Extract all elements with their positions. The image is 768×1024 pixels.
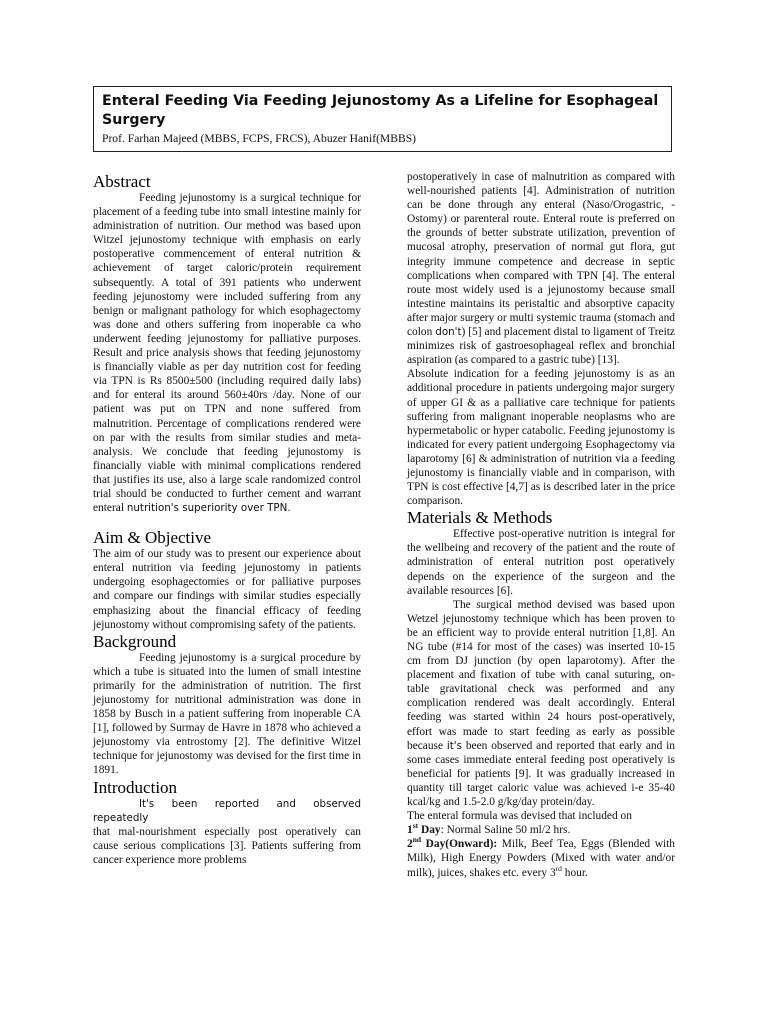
right-paragraph-1: postoperatively in case of malnutrition as compared with well-nourished patients [4]. Administration of nutrition can be done through any enteral (Naso/Orogastric, -Ostomy) or parenteral route. Enteral route is preferred on the grounds of better substrate utilization, prevention of mucosal atrophy, preservation of normal gut flora, gut integrity immune competence and decrease in septic complications when compared with TPN [4]. The enteral route most widely used is a jejunostomy because small intestine maintains its peristaltic and absorptive capacity after major surgery or multi systemic trauma (stomach and colon don't) [5] and placement distal to ligament of Treitz minimizes risk of gastroesophageal reflex and bronchial aspiration (as compared to a gastric tube) [13]. xyxy=(407,171,675,367)
methods-paragraph-2: The surgical method devised was based upon Wetzel jejunostomy technique which has been proven to be an efficient way to provide enteral nutrition [1,8]. An NG tube (#14 for most of the cases) was inserted 10-15 cm from DJ junction (by open laparotomy). After the placement and fixation of tube with canal suturing, on-table gravitational check was performed and any complication rendered was dealt accordingly. Enteral feeding was started within 24 hours post-operatively, effort was made to start feeding as early as possible because it's been observed and reported that early and in some cases immediate enteral feeding post operatively is beneficial for patients [9]. It was gradually increased in quantity till target caloric value was achieved i-e 35-40 kcal/kg and 1.5-2.0 g/kg/day protein/day. xyxy=(407,598,675,809)
title-box xyxy=(93,86,672,152)
methods-heading: Materials & Methods xyxy=(407,508,553,528)
right-column xyxy=(407,170,675,880)
formula-intro: The enteral formula was devised that included on xyxy=(407,810,632,823)
methods-paragraph-1: Effective post-operative nutrition is integral for the wellbeing and recovery of the patient and the route of administration of enteral nutrition post operatively depends on the experience of the surgeon and the available resources [6]. xyxy=(407,528,675,597)
aim-heading: Aim & Objective xyxy=(93,528,212,548)
introduction-heading: Introduction xyxy=(93,777,178,797)
background-heading: Background xyxy=(93,631,177,651)
background-text: Feeding jejunostomy is a surgical procedure by which a tube is situated into the lumen of small intestine primarily for the administration of nutrition. The first jejunostomy for nutritional administration was done in 1858 by Busch in a patient suffering from inoperable CA [1], followed by Surmay de Havre in 1878 who achieved a jejunostomy via entrostomy [2]. The definitive Witzel technique for jejunostomy was devised for the first time in 1891. xyxy=(93,651,361,777)
introduction-lead: It's been reported and observed repeatedly xyxy=(93,797,361,824)
paper-title: Enteral Feeding Via Feeding Jejunostomy As a Lifeline for Esophageal Surgery xyxy=(102,93,659,128)
authors: Prof. Farhan Majeed (MBBS, FCPS, FRCS), Abuzer Hanif(MBBS) xyxy=(102,132,417,145)
abstract-tail: nutrition's superiority over TPN. xyxy=(126,502,291,515)
abstract-text: Feeding jejunostomy is a surgical technique for placement of a feeding tube into small intestine mainly for administration of nutrition. Our method was based upon Witzel jejunostomy technique with emphasis on early postoperative commencement of enteral nutrition & achievement of target caloric/protein requirement subsequently. A total of 391 patients who underwent feeding jejunostomy were included suffering from any benign or malignant pathology for which esophagectomy was done and others suffering from inoperable ca who underwent feeding jejunostomy for palliative purposes. Result and price analysis shows that feeding jejunostomy is financially viable as per day nutrition cost for feeding via TPN is Rs 8500±500 (including required daily labs) and for enteral its around 560±40rs /day. None of our patient was put on TPN and none suffered from malnutrition. Percentage of complications rendered were on par with the results from similar studies and meta-analysis. We conclude that feeding jejunostomy is financially viable with minimal complications rendered that justifies its use, also a large scale randomized control trial should be conducted to further cement and warrant enteral nutrition's superiority over TPN. xyxy=(93,192,361,515)
right-paragraph-2: Absolute indication for a feeding jejunostomy is as an additional procedure in patients undergoing major surgery of upper GI & as a palliative care technique for patients suffering from malignant inoperable neoplasms who are hypermetabolic or hyper catabolic. Feeding jejunostomy is indicated for every patient undergoing Esophagectomy via laparotomy [6] & administration of nutrition via a feeding jejunostomy is financially viable and in comparison, with TPN is cost effective [4,7] as is described later in the price comparison. xyxy=(407,368,675,508)
day-2: 2nd Day(Onward): Milk, Beef Tea, Eggs (Blended with Milk), High Energy Powders (Mixed with water and/or milk), juices, shakes etc. every 3rd hour. xyxy=(407,835,675,879)
aim-text: The aim of our study was to present our experience about enteral nutrition via feeding jejunostomy in patients undergoing esophagectomies or for palliative purposes and compare our findings with similar studies especially emphasizing about the financial efficacy of feeding jejunostomy without compromising safety of the patients. xyxy=(93,548,361,631)
introduction-text: that mal-nourishment especially post operatively can cause serious complications [3]. Patients suffering from cancer experience more problems xyxy=(93,825,361,866)
left-column xyxy=(93,172,361,867)
day-1: 1st Day: Normal Saline 50 ml/2 hrs. xyxy=(407,821,571,837)
abstract-heading: Abstract xyxy=(93,172,151,191)
